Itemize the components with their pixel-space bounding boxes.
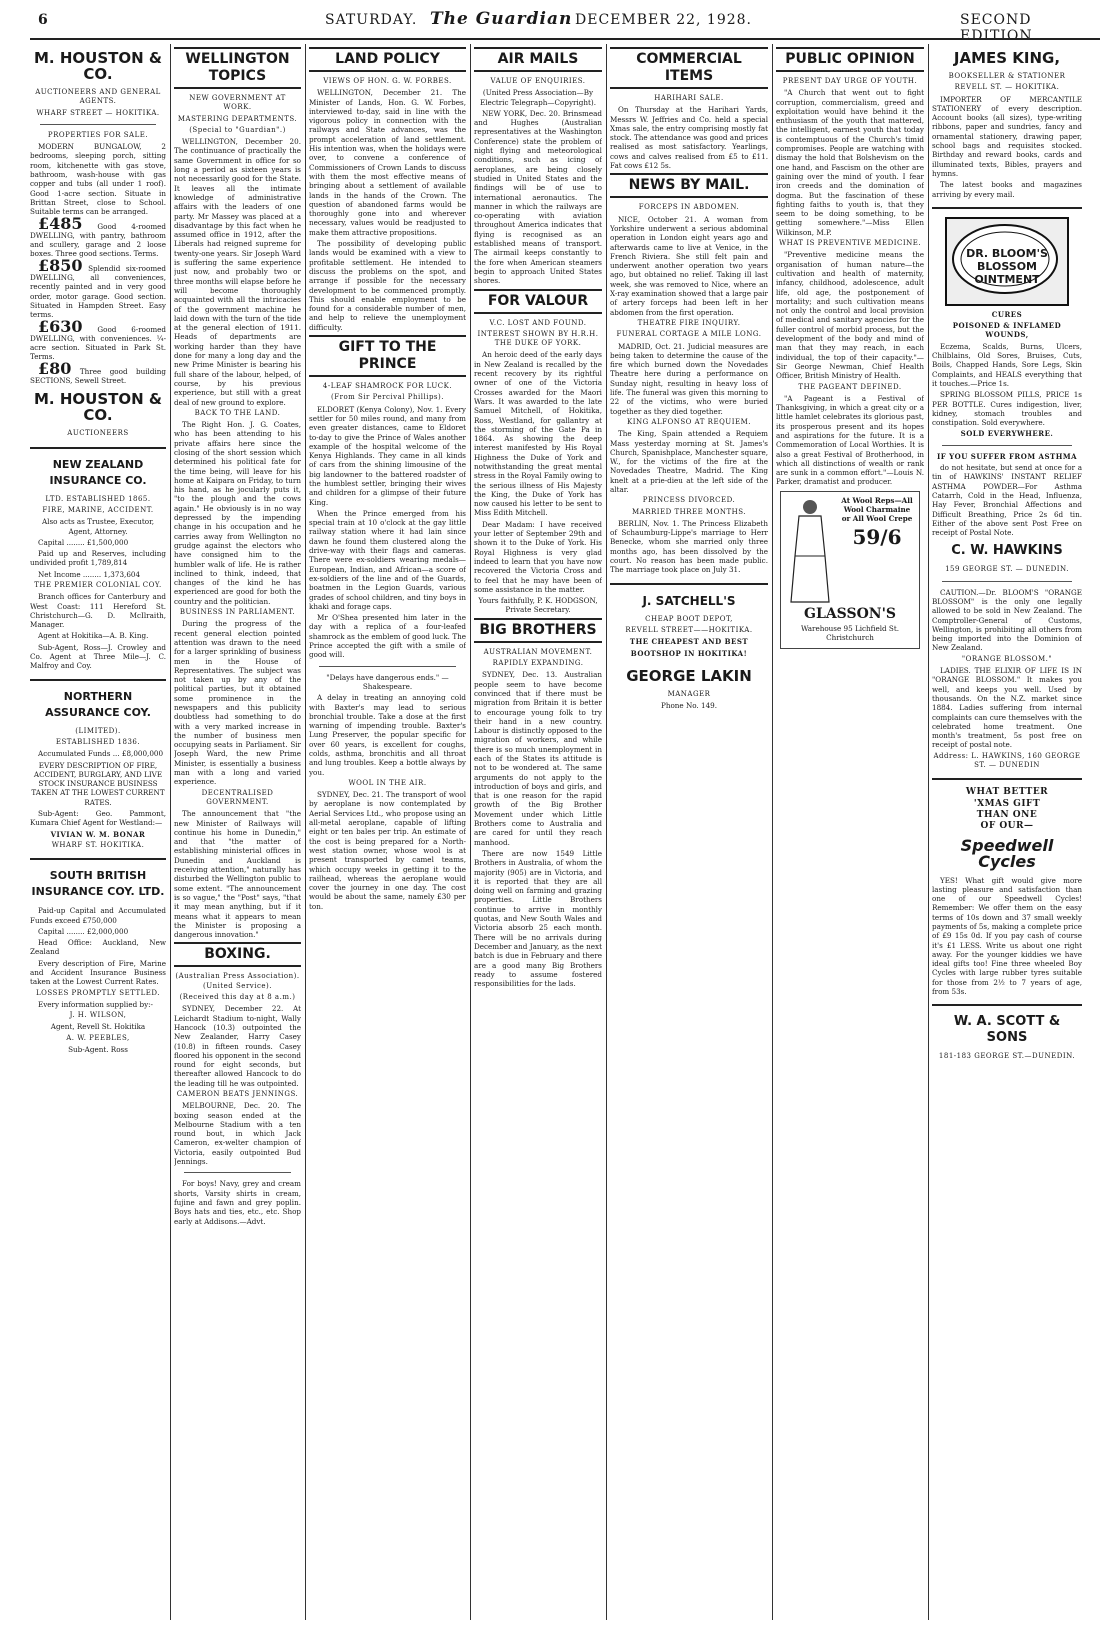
ad-phone: Phone No. 149.	[660, 701, 718, 711]
ad-paragraph: IMPORTER OF MERCANTILE STATIONERY of every description. Account books (all sizes), type-writing ribbons, paper and sundries, fancy and ornamental stationery, drawing paper, school bags and requisites stocked. Birthday and reward books, cards and illuminated texts, Bibles, prayers and hymns.	[932, 94, 1082, 178]
divider	[319, 666, 456, 667]
article-subhead: V.C. LOST AND FOUND.	[489, 318, 587, 327]
article-subhead: NEW GOVERNMENT AT WORK.	[189, 94, 286, 112]
article-paragraph: MELBOURNE, Dec. 20. The boxing season ended at the Melbourne Stadium with a ten round bout, in which Jack Cameron, ex-welter champion of Victoria, easily outpointed Bud Jennings.	[174, 1101, 301, 1167]
article-subhead: BUSINESS IN PARLIAMENT.	[179, 608, 296, 617]
ad-shop-text: BOOTSHOP IN HOKITIKA!	[630, 648, 748, 658]
insurance-heading: NEW ZEALAND INSURANCE CO.	[49, 457, 147, 487]
article-headline: LAND POLICY	[309, 47, 466, 72]
article-subhead: WHAT IS PREVENTIVE MEDICINE.	[778, 239, 922, 248]
property-price: £80	[38, 358, 72, 378]
insurance-figure: Accumulated Funds ... £8,000,000	[38, 749, 164, 759]
column-rule	[772, 44, 773, 1620]
article-subhead: KING ALFONSO AT REQUIEM.	[627, 417, 751, 426]
article-paragraph: On Thursday at the Harihari Yards, Messrs W. Jeffries and Co. held a special Xmas sale, the entry comprising mostly fat stock. The attendance was good and prices realised as most satisfactory. Yearlings, cows and calves realised from £5 to £11. Fat cows £12 5s.	[610, 105, 768, 171]
article-subhead: (From Sir Percival Phillips).	[331, 393, 444, 402]
ad-firm-name: M. HOUSTON & CO.	[34, 49, 162, 83]
ad-firm-name: M. HOUSTON & CO.	[34, 390, 162, 425]
insurance-agent-address: Sub-Agent. Ross	[68, 1045, 128, 1055]
ad-heading: "ORANGE BLOSSOM."	[961, 654, 1053, 663]
ad-shop-name: J. SATCHELL'S	[642, 593, 736, 608]
divider	[30, 447, 166, 449]
ad-firm-address: WHARF STREET — HOKITIKA.	[36, 108, 160, 117]
ad-manager-role: MANAGER	[667, 689, 711, 698]
property-price: £485	[38, 213, 83, 233]
masthead-edition: SECOND EDITION.	[960, 12, 1038, 44]
masthead	[0, 0, 1114, 44]
property-listing: Splendid six-roomed DWELLING, all conveniences, recently painted and in very good order, motor garage. Good section. Situated in Hampden Street. Easy terms.	[30, 263, 166, 320]
article-headline: COMMERCIAL ITEMS	[610, 47, 768, 89]
insurance-agent-address: WHARF ST. HOKITIKA.	[51, 840, 145, 849]
article-paragraph: MADRID, Oct. 21. Judicial measures are being taken to determine the cause of the fire which burned down the Novedades Theatre here during a performance on Sunday night, resulting in heavy loss of life. The funeral was given this morning to 22 of the victims, who were buried together as they died together.	[610, 341, 768, 416]
ad-price: 59/6	[852, 524, 902, 549]
column-rule	[606, 44, 607, 1620]
ad-heading: 'XMAS GIFT	[973, 798, 1041, 809]
insurance-sub: LTD. ESTABLISHED 1865.	[45, 494, 151, 503]
article-paragraph: SYDNEY, Dec. 13. Australian people seem to have become convinced that if there must be migration from Britain it is better to encourage young folk to try their hand in a new country. Labour is distinctly opposed to the migration of workers, and while there is so much unemployment in each of the States its attitude is not to be wondered at. The same arguments do not apply to the introduction of boys and girls, and that is one reason for the rapid growth of the Big Brother Movement under which Little Brothers come to Australia and are cared for until they reach manhood.	[474, 670, 602, 847]
insurance-figure: Capital ........ £1,500,000	[38, 537, 129, 547]
property-price: £850	[38, 255, 83, 275]
article-headline: GIFT TO THE PRINCE	[309, 335, 466, 377]
column-3-land-policy	[309, 44, 466, 1620]
insurance-agent: VIVIAN W. M. BONAR	[50, 829, 146, 839]
property-listing: MODERN BUNGALOW, 2 bedrooms, sleeping porch, sitting room, kitchenette with gas stove, bathroom, wash-house with gas copper and tubs (all under 1 roof). Good 1-acre section. Situate in Brittan Street, close to School. Suitable terms can be arranged.	[30, 142, 166, 217]
insurance-heading: SOUTH BRITISH INSURANCE COY. LTD.	[31, 869, 165, 899]
article-paragraph: Mr O'Shea presented him later in the day with a replica of a four-leafed shamrock as the emblem of good luck. The Prince accepted the gift with a smile of good will.	[309, 613, 466, 660]
divider	[942, 581, 1072, 582]
ad-heading: OF OUR—	[980, 821, 1034, 832]
divider	[30, 679, 166, 681]
insurance-text: Branch offices for Canterbury and West Coast: 111 Hereford St. Christchurch—G. D. McIlraith, Manager.	[30, 592, 166, 630]
ad-text: CURES	[991, 309, 1023, 319]
article-paragraph: "A Pageant is a Festival of Thanksgiving, in which a great city or a little hamlet celebrates its glorious past, its prosperous present and its hopes and aspirations for the future. It is a Commemoration of Local Worthies. It is also a great Festival of Brotherhood, in which all distinctions of wealth or rank are sunk in a common effort."—Louis N. Parker, dramatist and producer.	[776, 393, 924, 487]
insurance-figure: Net Income ........ 1,373,604	[38, 569, 141, 579]
article-headline: BOXING.	[174, 942, 301, 967]
insurance-text: EVERY DESCRIPTION OF FIRE, ACCIDENT, BURGLARY, AND LIVE STOCK INSURANCE BUSINESS TAKEN AT THE LOWEST CURRENT RATES.	[31, 760, 165, 807]
article-subhead: PRINCESS DIVORCED.	[642, 496, 736, 505]
insurance-text: Head Office: Auckland, New Zealand	[30, 938, 166, 957]
insurance-text: Sub-Agent: Geo. Pammont, Kumara Chief Agent for Westland:—	[30, 809, 166, 828]
insurance-text: Sub-Agent, Ross—J. Crowley and Co. Agent at Three Mile—J. C. Malfroy and Coy.	[30, 642, 166, 671]
ad-firm-address: REVELL ST. — HOKITIKA.	[954, 83, 1060, 92]
ad-heading: THAN ONE	[976, 809, 1038, 820]
ad-address: Warehouse 95 Lichfield St. Christchurch	[800, 623, 900, 643]
ad-shop-text: THE CHEAPEST AND BEST	[629, 637, 749, 647]
article-subhead: 4-LEAF SHAMROCK FOR LUCK.	[322, 382, 453, 391]
article-subhead: MARRIED THREE MONTHS.	[631, 507, 747, 516]
property-listing: Three good building SECTIONS, Sewell Street.	[30, 366, 166, 386]
ad-shop-text: REVELL STREET——HOKITIKA.	[625, 625, 753, 634]
article-subhead: FORCEPS IN ABDOMEN.	[638, 203, 740, 212]
article-paragraph: NEW YORK, Dec. 20. Brinsmead and Hughes (Australian representatives at the Washington Conference) state the problem of night flying and meteorological conditions, such as icing of aeroplanes, are being closely studied in United States and the findings will be of use to international aeronautics. The manner in which the railways are co-operating with aviation throughout America indicates that flying is recognised as an established means of transport. The airmail keeps constantly to the fore when American steamers begin to approach United States shores.	[474, 108, 602, 286]
article-subhead: MASTERING DEPARTMENTS.	[177, 114, 298, 123]
ad-paragraph: LADIES. THE ELIXIR OF LIFE IS IN "ORANGE BLOSSOM." It makes you well, and keeps you well. Used by thousands. On the N.Z. market since 1884. Ladies suffering from internal complaints can cure themselves with the celebrated home treatment. One month's treatment, 5s post free on receipt of postal note.	[932, 666, 1082, 750]
divider	[932, 207, 1082, 209]
insurance-figure: Paid up and Reserves, including undivided profit 1,789,814	[30, 549, 166, 568]
article-paragraph: "Preventive medicine means the organisation of human nature—the cultivation and health of maternity, infancy, childhood, adolescence, adult life, old age, the postponement of mortality; and such cultivation means not only the control and local provision of medical and sanitary agencies for the fuller control of morbid process, but the development of the body and mind of man that they may reach, in each individual, the top of their capacity."—Sir George Newman, Chief Health Officer, British Ministry of Health.	[776, 250, 924, 381]
ad-brand: Speedwell Cycles	[960, 835, 1054, 871]
article-paragraph: BERLIN, Nov. 1. The Princess Elizabeth of Schaumburg-Lippe's marriage to Herr Benecke, whom she married only three months ago, has been dissolved by the court. No reason has been made public. The marriage took place on July 31.	[610, 518, 768, 575]
divider	[610, 583, 768, 585]
ad-manager-name: GEORGE LAKIN	[626, 666, 752, 685]
insurance-types: FIRE, MARINE, ACCIDENT.	[42, 505, 154, 514]
ad-paragraph: SPRING BLOSSOM PILLS, PRICE 1s PER BOTTLE. Cures indigestion, liver, kidney, stomach troubles and constipation. Sold everywhere.	[932, 390, 1082, 428]
masthead-rule	[30, 38, 1100, 40]
insurance-text: Every description of Fire, Marine and Accident Insurance Business taken at the Lowest Current Rates.	[30, 958, 166, 987]
insurance-sub: (LIMITED).	[75, 726, 121, 735]
column-1-ads	[30, 44, 166, 1620]
article-subhead: THEATRE FIRE INQUIRY.	[637, 318, 741, 327]
ad-paragraph: do not hesitate, but send at once for a tin of HAWKINS' INSTANT RELIEF ASTHMA POWDER—For Asthma Catarrh, Cold in the Head, Influenza, Hay Fever, Bronchial Affections and Difficult Breathing, Price 2s 6d tin. Either of the above sent Post Free on receipt of Postal Note.	[932, 463, 1082, 538]
bloom-logo	[945, 217, 1069, 306]
ad-paragraph: CAUTION.—Dr. BLOOM'S "ORANGE BLOSSOM" is the only one legally allowed to be sold in New Zealand. The Comptroller-General of Customs, Wellington, is prohibiting all others from being imported into the Dominion of New Zealand.	[932, 587, 1082, 653]
article-signature: Yours faithfully, P. K. HODGSON, Private Secretary.	[478, 596, 598, 615]
article-headline: NEWS BY MAIL.	[610, 173, 768, 198]
article-subhead: (Received this day at 8 a.m.)	[179, 993, 296, 1002]
article-subhead: CAMERON BEATS JENNINGS.	[176, 1089, 299, 1098]
article-headline: WELLINGTON TOPICS	[174, 47, 301, 89]
ad-firm-name: C. W. HAWKINS	[951, 543, 1063, 559]
property-listing: Good 6-roomed DWELLING, with conveniences. ¼-acre section. Situated in Park St. Terms.	[30, 324, 166, 362]
article-paragraph: The King, Spain attended a Requiem Mass yesterday morning at St. James's Church, Spanishplace, Manchester square, W., for the victims of the fire at the Novedades Theatre, Madrid. The King knelt at a prie-dieu at the left side of the altar.	[610, 429, 768, 494]
insurance-agent-address: Agent, Revell St. Hokitika	[50, 1022, 146, 1032]
column-7-ads	[932, 44, 1082, 1620]
ad-firm-address: 181-183 GEORGE ST.—DUNEDIN.	[938, 1052, 1076, 1061]
article-subhead: (Australian Press Association). (United Service).	[175, 972, 300, 990]
ad-firm-name: W. A. SCOTT & SONS	[953, 1014, 1061, 1046]
article-paragraph: During the progress of the recent general election pointed attention was drawn to the need for a larger sprinkling of business men in the House of Representatives. The subject was not taken up by any of the political parties, but it obtained some prominence in the newspapers and this publicity doubtless had something to do with a very marked increase in the number of business men occupying seats in Parliament. Sir Joseph Ward, the new Prime Minister, is essentially a business man with a long and varied experience.	[174, 619, 301, 787]
article-subhead: VALUE OF ENQUIRIES.	[490, 77, 586, 85]
article-paragraph: Dear Madam: I have received your letter of September 29th and shown it to the Duke of York. His Royal Highness is very glad indeed to learn that you have now recovered the Victoria Cross and to feel that he may have been of some assistance in the matter.	[474, 519, 602, 594]
article-headline: BIG BROTHERS	[474, 618, 602, 643]
ad-paragraph: The latest books and magazines arriving by every mail.	[932, 180, 1082, 199]
article-headline: PUBLIC OPINION	[776, 47, 924, 72]
article-paragraph: An heroic deed of the early days in New Zealand is recalled by the recent recovery by its rightful owner of one of the Victoria Crosses awarded for the Maori Wars. It was awarded to the late Samuel Mitchell, of Hokitika, Ross, Westland, for gallantry at the storming of the Gate Pa in 1864. As showing the deep interest manifested by His Royal Highness the Duke of York and notwithstanding the great mental stress in the Royal Family owing to the serious illness of His Majesty the King, the Duke of York has now caused his letter to be sent to Miss Edith Mitchell.	[474, 350, 602, 518]
ad-text: At Wool Reps—All Wool Charmaine or All Wool Crepe	[841, 495, 913, 524]
insurance-text: THE PREMIER COLONIAL COY.	[34, 580, 162, 589]
article-paragraph: The Right Hon. J. G. Coates, who has been attending to his private affairs here since the closing of the short session which determined his political fate for the time being, will leave for his home at Kaipara on Friday, to turn his hand, as he jocularly puts it, "to the plough and the cows again." He obviously is in no way depressed by the impending change in his occupation and he carries away from Wellington no grudge against the electors who have consigned him to the humbler walk of life. He is rather inclined to think, indeed, that changes of the kind he has experienced are good for both the country and the politician.	[174, 420, 301, 606]
insurance-text: Every information supplied by:-	[38, 999, 153, 1009]
divider	[932, 1004, 1082, 1006]
column-rule	[928, 44, 929, 1620]
divider	[932, 778, 1082, 780]
article-subhead: VIEWS OF HON. G. W. FORBES.	[323, 77, 452, 85]
article-subhead: RAPIDLY EXPANDING.	[492, 659, 584, 668]
article-subhead: FUNERAL CORTAGE A MILE LONG.	[616, 330, 762, 339]
divider	[184, 1172, 291, 1173]
masthead-title: The Guardian	[430, 9, 573, 29]
ad-brand: GLASSON'S	[804, 605, 896, 622]
article-headline: AIR MAILS	[474, 47, 602, 72]
article-paragraph: WELLINGTON, December 20. The continuance of practically the same Government in office for so long a period as sixteen years is not necessarily good for the State. It leaves all the intimate knowledge of administrative affairs with the leaders of one party. Mr Massey was placed at a disadvantage by this fact when he assumed office in 1912, after the Liberals had reigned supreme for twenty-one years. Sir Joseph Ward is suffering the same experience just now, and probably two or three months will elapse before he will become thoroughly acquainted with all the intricacies of the government machine he laid down with the turn of the tide at the general election of 1911. Heads of departments are working harder than they have done for many a long day and the new Prime Minister is bearing his full share of the labour, helped, of course, by his previous experience, but still with a great deal of new ground to explore.	[174, 137, 301, 407]
divider	[942, 445, 1072, 446]
column-rule	[305, 44, 306, 1620]
insurance-figure: Paid-up Capital and Accumulated Funds exceed £750,000	[30, 906, 166, 925]
article-paragraph: SYDNEY, Dec. 21. The transport of wool by aeroplane is now contemplated by Aerial Services Ltd., who propose using an all-metal aeroplane, capable of lifting eight or ten bales per trip. An estimate of the cost is being prepared for a North-west station owner, whose wool is at present transported by camel teams, which occupy weeks in getting it to the railhead, whereas the aeroplane would cover the journey in one day. The cost would be about the same, namely £30 per ton.	[309, 790, 466, 911]
property-price: £630	[38, 316, 83, 336]
insurance-figure: Capital ........ £2,000,000	[38, 926, 129, 936]
article-subhead: (United Press Association—By Electric Telegraph—Copyright).	[480, 88, 596, 107]
article-subhead: AUSTRALIAN MOVEMENT.	[483, 647, 593, 656]
article-paragraph: The possibility of developing public lands would be examined with a view to profitable settlement. He intended to discuss the problems on the spot, and arrange if possible for the necessary development to be commenced promptly. This should enable employment to be found for a considerable number of men, and help to relieve the unemployment difficulty.	[309, 239, 466, 332]
property-listing: Good 4-roomed DWELLING, with pantry, bathroom and scullery, garage and 2 loose boxes. Three good sections. Terms.	[30, 221, 166, 259]
insurance-heading: NORTHERN ASSURANCE COY.	[45, 689, 151, 719]
ad-text: POISONED & INFLAMED WOUNDS,	[952, 321, 1062, 340]
article-subhead: (Special to "Guardian".)	[189, 125, 286, 134]
advertisement-text: For boys! Navy, grey and cream shorts, Varsity shirts in cream, fujine and fawn and grey poplin. Boys hats and ties, etc., etc. Shop early at Addisons.—Advt.	[174, 1179, 301, 1226]
article-subhead: THE PAGEANT DEFINED.	[798, 382, 902, 391]
article-subhead: BACK TO THE LAND.	[194, 408, 281, 417]
ad-firm-roles: AUCTIONEERS AND GENERAL AGENTS.	[35, 88, 161, 106]
insurance-text: Agent at Hokitika—A. B. King.	[38, 631, 149, 641]
ad-paragraph: YES! What gift would give more lasting pleasure and satisfaction than one of our Speedwell Cycles! Remember: We offer them on the easy terms of 10s down and 37 small weekly payments of 5s, making a complete price of £9 15s 0d. If you pay cash of course it's £1 LESS. Write us about one right away. For the younger kiddies we have ideal gifts too! Fine three wheeled Boy Cycles with large rubber tyres suitable for those from 2½ to 7 years of age, from 53s.	[932, 875, 1082, 997]
ad-firm-roles: BOOKSELLER & STATIONER	[948, 72, 1066, 80]
article-paragraph: The announcement that "the new Minister of Railways will continue his home in Dunedin," and that "the matter of establishing ministerial offices in Dunedin and Auckland is receiving attention," naturally has disturbed the Wellington public to some extent. "The announcement is so vague," the "Post" says, "that it may mean anything, but if it means what it appears to mean the Minister is proposing a dangerous innovation."	[174, 809, 301, 940]
page-number: 6	[38, 12, 49, 28]
properties-heading: PROPERTIES FOR SALE.	[47, 130, 149, 139]
ad-text: SOLD EVERYWHERE.	[960, 429, 1054, 439]
article-paragraph: A delay in treating an annoying cold with Baxter's may lead to serious bronchial trouble. Take a dose at the first warning of impending trouble. Baxter's Lung Preserver, the popular specific for over 60 years, is excellent for coughs, colds, asthma, bronchitis and all throat and lung troubles. Keep a bottle always by you.	[309, 693, 466, 777]
article-paragraph: WELLINGTON, December 21. The Minister of Lands, Hon. G. W. Forbes, interviewed to-day, said in line with the vigorous policy in connection with the railways and State advances, was the prompt acceleration of land settlement. His intention was, when the holidays were over, to convene a conference of Commissioners of Crown Lands to discuss with them the most effective means of bringing about a settlement of available lands in the hands of the Crown. The question of abandoned farms would be thoroughly gone into and wherever necessary, values would be readjusted to make them attractive propositions.	[309, 88, 466, 237]
ad-firm-name: JAMES KING,	[953, 49, 1061, 67]
masthead-day: SATURDAY.	[325, 12, 418, 28]
glasson-advertisement	[780, 491, 920, 650]
dress-illustration	[785, 496, 835, 606]
article-paragraph: "A Church that went out to fight corruption, commercialism, greed and exploitation would have behind it the enthusiasm of the youth that mattered, the intelligent, earnest youth that today is contemptuous of the Church's timid compromises. People are watching with dismay the hold that Bolshevism on the one hand, and Fascism on the other are gaining over the mind of youth. I fear iron creeds and the domination of dogma. But the fascination of these fighting faiths to youth is, that they seem to be doing something, to be getting somewhere."—Miss Ellen Wilkinson, M.P.	[776, 88, 924, 237]
ad-heading: WHAT BETTER	[965, 787, 1049, 798]
insurance-text: LOSSES PROMPTLY SETTLED.	[35, 988, 161, 997]
ad-paragraph: Eczema, Scalds, Burns, Ulcers, Chilblains, Old Sores, Bruises, Cuts, Boils, Chapped Hands, Sore Legs, Skin Complaints, and HEALS everything that it touches.—Price 1s.	[932, 341, 1082, 388]
ad-firm-address: 159 GEORGE ST. — DUNEDIN.	[945, 565, 1069, 574]
divider	[40, 124, 156, 125]
column-4-air-mails	[474, 44, 602, 1620]
ad-heading: IF YOU SUFFER FROM ASTHMA	[936, 451, 1078, 461]
ad-firm-address: Address: L. HAWKINS, 160 GEORGE ST. — DUNEDIN	[933, 751, 1081, 770]
article-paragraph: ELDORET (Kenya Colony), Nov. 1. Every settler for 50 miles round, and many from even greater distances, came to Eldoret to-day to give the Prince of Wales another example of the hospital welcome of the Kenya Highlands. They came in all kinds of cars from the shining limousine of the big landowner to the battered roadster of the humblest settler, bringing their wives and children for a glimpse of their future King.	[309, 404, 466, 507]
masthead-date: DECEMBER 22, 1928.	[575, 12, 753, 28]
article-paragraph: SYDNEY, December 22. At Leichardt Stadium to-night, Wally Hancock (10.3) outpointed the New Zealander, Harry Casey (10.8) in fifteen rounds. Casey floored his opponent in the second round for eight seconds, but thereafter allowed Hancock to do the leading till he was outpointed.	[174, 1004, 301, 1088]
article-subhead: HARIHARI SALE.	[654, 94, 724, 102]
article-paragraph: When the Prince emerged from his special train at 10 o'clock at the gay little railway station where it had lain since dawn he found them clustered along the drive-way with their flags and cameras. There were ex-soldiers wearing medals—European, Indian, and African—a score of ex-soldiers of the line and of the Guards, boatmen in the Legion Guards, various grades of school children, and tiny boys in khaki and forage caps.	[309, 508, 466, 611]
divider	[30, 858, 166, 860]
column-rule	[170, 44, 171, 1620]
column-2-wellington	[174, 44, 301, 1620]
bloom-logo-text: DR. BLOOM'S BLOSSOM OINTMENT	[966, 246, 1048, 286]
article-quote: "Delays have dangerous ends." —Shakespeare.	[326, 672, 449, 691]
article-paragraph: NICE, October 21. A woman from Yorkshire underwent a serious abdominal operation in London eight years ago and afterwards came to live at Venice, in the French Riviera. She still felt pain and underwent another operation two years ago, but obtained no relief. Taking ill last week, she was removed to Nice, where an X-ray examination showed that a large pair of artery forceps had been left in her abdomen from the first operation.	[610, 214, 768, 317]
ad-firm-roles: AUCTIONEERS	[67, 429, 129, 438]
ad-shop-text: CHEAP BOOT DEPOT,	[645, 614, 733, 623]
column-5-commercial	[610, 44, 768, 1620]
article-headline: FOR VALOUR	[474, 289, 602, 314]
article-subhead: DECENTRALISED GOVERNMENT.	[201, 788, 274, 806]
insurance-sub: ESTABLISHED 1836.	[55, 737, 141, 746]
insurance-agent: J. H. WILSON,	[69, 1011, 127, 1020]
insurance-text: Also acts as Trustee, Executor, Agent, Attorney.	[41, 517, 155, 536]
column-6-public-opinion	[776, 44, 924, 1620]
article-subhead: WOOL IN THE AIR.	[348, 778, 427, 787]
article-paragraph: There are now 1549 Little Brothers in Australia, of whom the majority (905) are in Victoria, and it is reported that they are all doing well on farming and grazing properties. Little Brothers continue to arrive in monthly quotas, and New South Wales and Victoria absorb 25 each month. There will be no arrivals during December and January, as the next batch is due in February and there are a good many Big Brothers ready to assume fostered responsibilities for the lads.	[474, 848, 602, 989]
insurance-agent: A. W. PEEBLES,	[66, 1033, 130, 1042]
article-subhead: PRESENT DAY URGE OF YOUTH.	[782, 77, 918, 85]
column-rule	[470, 44, 471, 1620]
article-subhead: INTEREST SHOWN BY H.R.H. THE DUKE OF YORK.	[477, 329, 599, 348]
